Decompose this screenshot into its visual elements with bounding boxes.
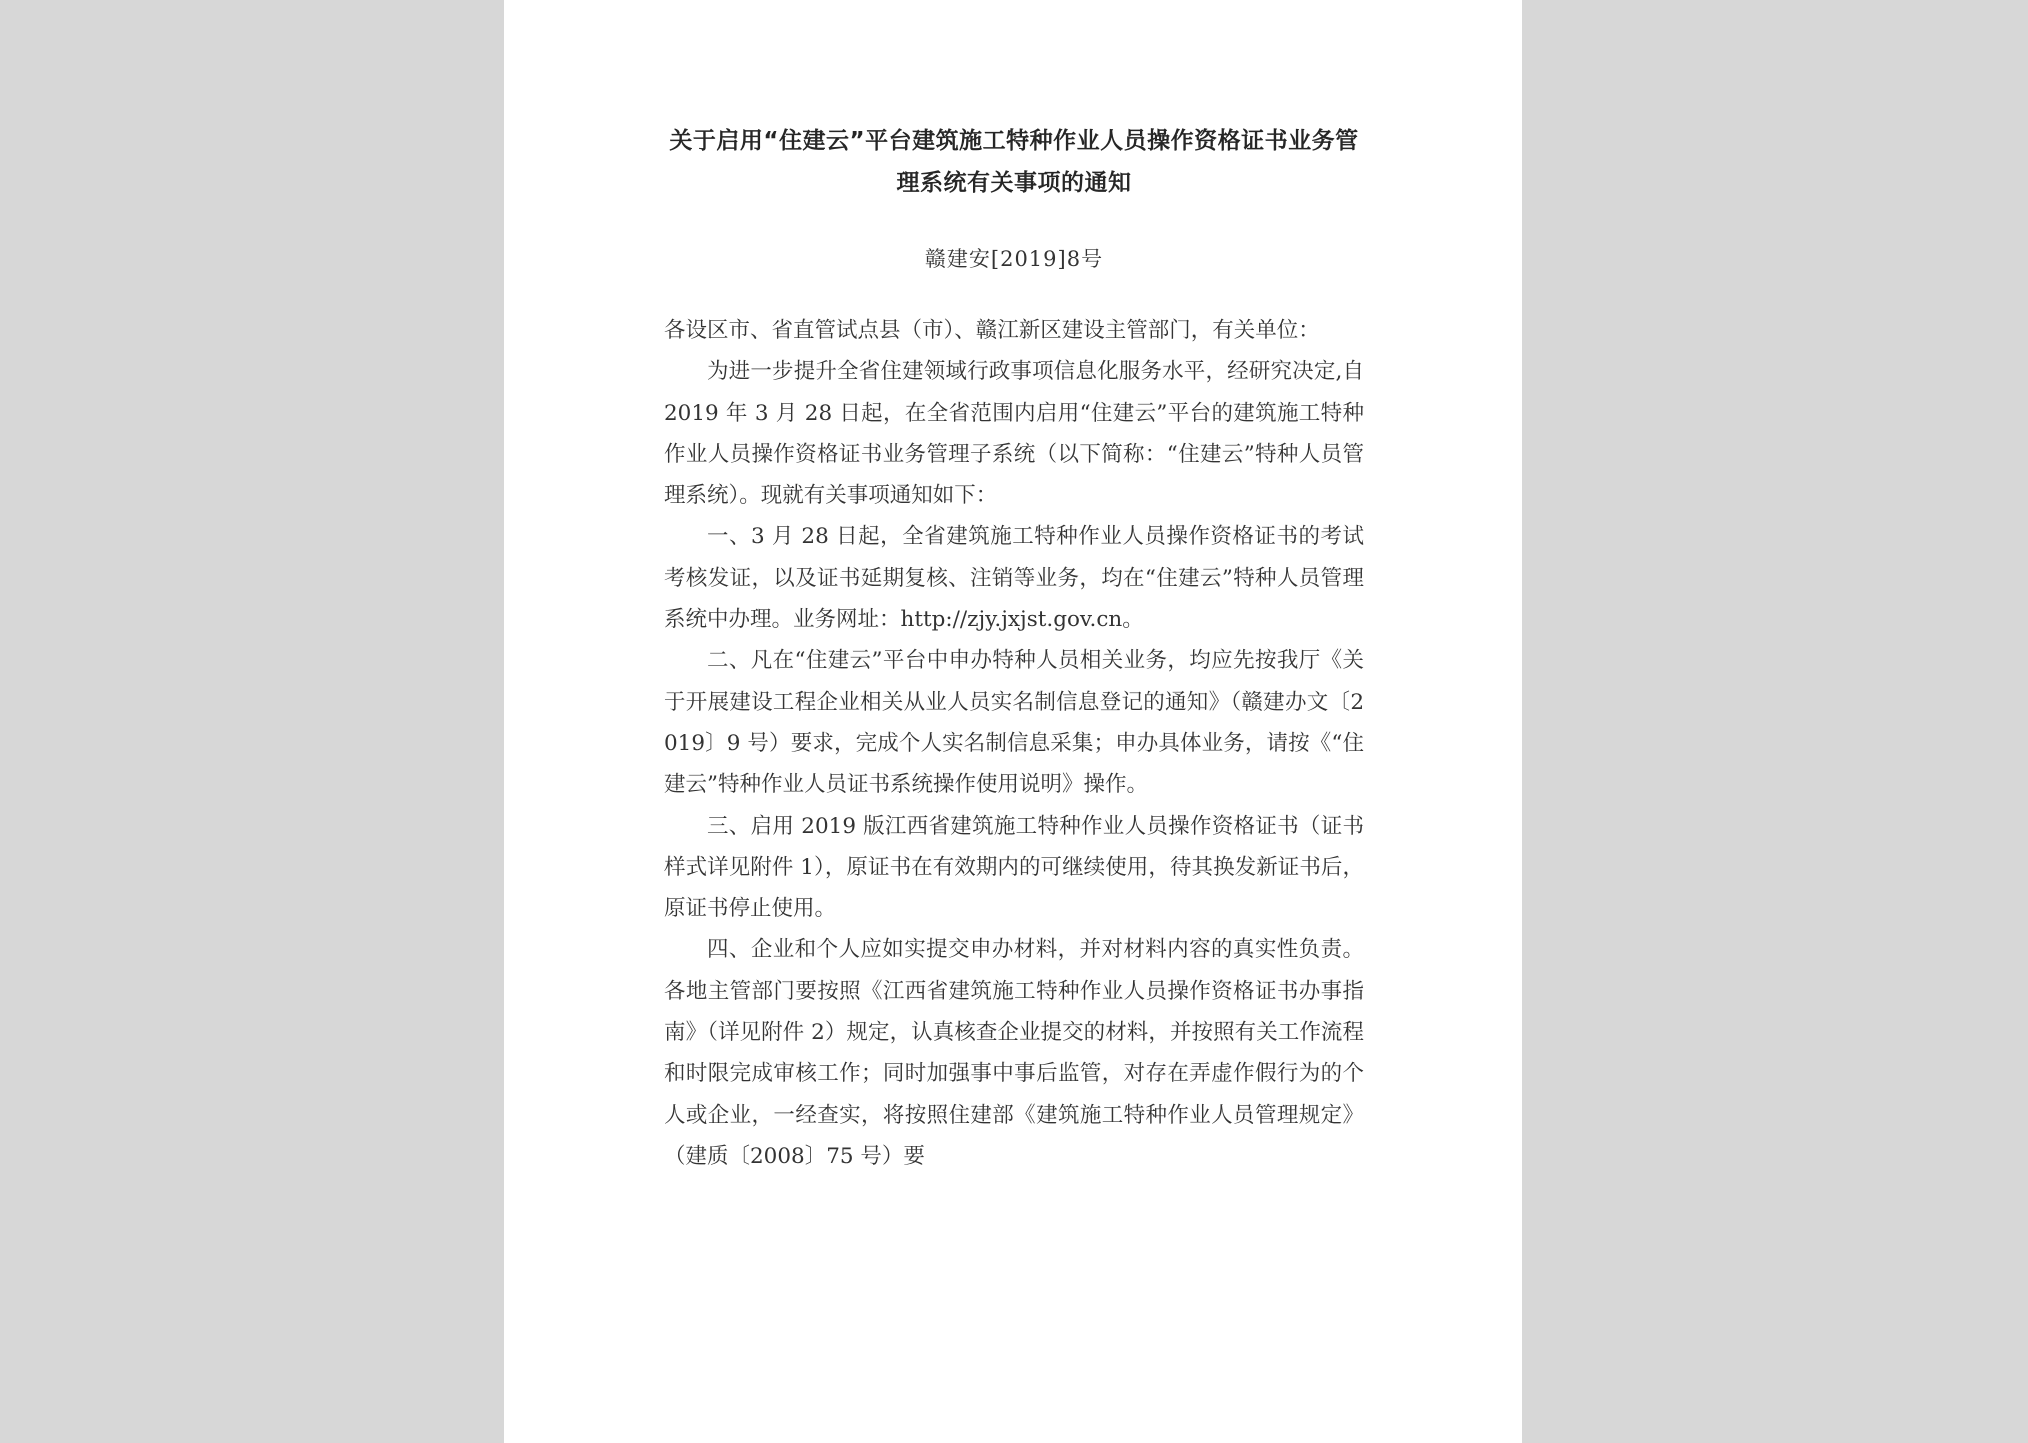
paragraph-item-2: 二、凡在“住建云”平台中申办特种人员相关业务，均应先按我厅《关于开展建设工程企业相关从业人员实名制信息登记的通知》（赣建办文〔2019〕9 号）要求，完成个人实名制信息采集；申办具体业务，请按《“住建云”特种作业人员证书系统操作使用说明》操作。 bbox=[664, 648, 1364, 798]
paragraph-item-1: 一、3 月 28 日起，全省建筑施工特种作业人员操作资格证书的考试考核发证，以及证书延期复核、注销等业务，均在“住建云”特种人员管理系统中办理。业务网址：http://zjy.jxjst.gov.cn。 bbox=[664, 524, 1364, 633]
document-body bbox=[664, 310, 1364, 1177]
document-title: 关于启用“住建云”平台建筑施工特种作业人员操作资格证书业务管理系统有关事项的通知 bbox=[669, 128, 1359, 196]
document-page bbox=[504, 0, 1522, 1443]
paragraph-intro: 为进一步提升全省住建领域行政事项信息化服务水平，经研究决定,自 2019 年 3 月 28 日起，在全省范围内启用“住建云”平台的建筑施工特种作业人员操作资格证书业务管理子系统（以下简称：“住建云”特种人员管理系统）。现就有关事项通知如下： bbox=[664, 359, 1364, 509]
paragraph-item-3: 三、启用 2019 版江西省建筑施工特种作业人员操作资格证书（证书样式详见附件 1），原证书在有效期内的可继续使用，待其换发新证书后，原证书停止使用。 bbox=[664, 813, 1364, 922]
document-content bbox=[664, 120, 1364, 1177]
salutation: 各设区市、省直管试点县（市）、赣江新区建设主管部门，有关单位： bbox=[664, 318, 1320, 343]
document-number: 赣建安[2019]8号 bbox=[924, 247, 1104, 271]
paragraph-item-4: 四、企业和个人应如实提交申办材料，并对材料内容的真实性负责。各地主管部门要按照《江西省建筑施工特种作业人员操作资格证书办事指南》（详见附件 2）规定，认真核查企业提交的材料，并按照有关工作流程和时限完成审核工作；同时加强事中事后监管，对存在弄虚作假行为的个人或企业，一经查实，将按照住建部《建筑施工特种作业人员管理规定》（建质〔2008〕75 号）要 bbox=[664, 937, 1364, 1169]
